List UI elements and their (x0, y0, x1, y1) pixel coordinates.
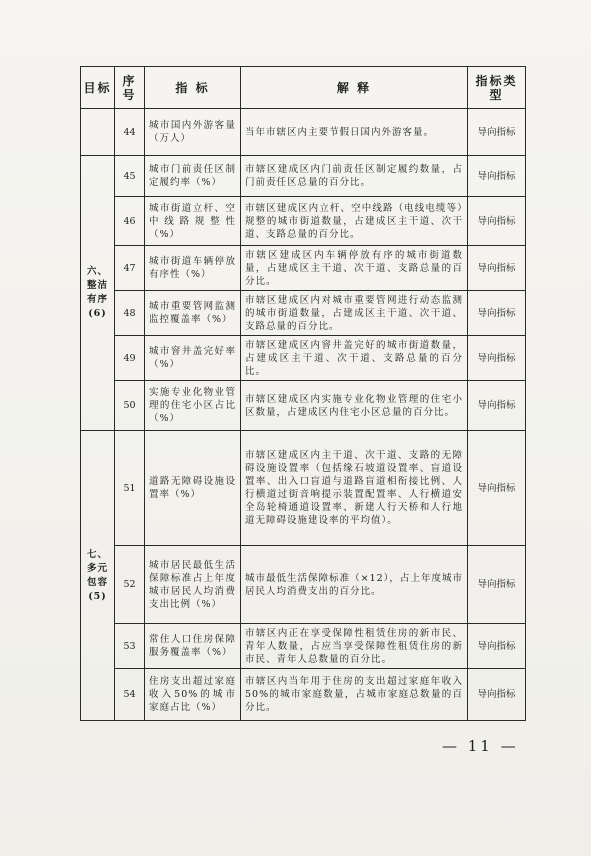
table-row (81, 624, 526, 669)
row-num: 46 (115, 197, 145, 246)
table-row (81, 431, 526, 546)
row-num: 45 (115, 156, 145, 197)
row-explanation: 城市最低生活保障标准（×12），占上年度城市居民人均消费支出的百分比。 (241, 546, 468, 624)
row-type: 导向指标 (468, 669, 526, 721)
goal-group-6: 六、整洁有序(6) (81, 156, 115, 431)
row-explanation: 当年市辖区内主要节假日国内外游客量。 (241, 109, 468, 156)
row-indicator: 城市国内外游客量（万人） (145, 109, 241, 156)
row-num: 44 (115, 109, 145, 156)
row-indicator: 城市窨井盖完好率（%） (145, 336, 241, 381)
row-explanation: 市辖区建成区内门前责任区制定履约数量，占门前责任区总量的百分比。 (241, 156, 468, 197)
table-row (81, 156, 526, 197)
row-indicator: 城市门前责任区制定履约率（%） (145, 156, 241, 197)
row-type: 导向指标 (468, 291, 526, 336)
row-indicator: 实施专业化物业管理的住宅小区占比（%） (145, 381, 241, 431)
row-indicator: 城市居民最低生活保障标准占上年度城市居民人均消费支出比例（%） (145, 546, 241, 624)
table-row (81, 197, 526, 246)
row-num: 50 (115, 381, 145, 431)
row-type: 导向指标 (468, 336, 526, 381)
row-indicator: 城市街道立杆、空中线路规整性（%） (145, 197, 241, 246)
goal-group-7: 七、多元包容(5) (81, 431, 115, 721)
row-explanation: 市辖区内正在享受保障性租赁住房的新市民、青年人数量，占应当享受保障性租赁住房的新市民、青年人总数量的百分比。 (241, 624, 468, 669)
row-explanation: 市辖区内当年用于住房的支出超过家庭年收入50%的城市家庭数量，占城市家庭总数量的百分比。 (241, 669, 468, 721)
row-indicator: 城市重要管网监测监控覆盖率（%） (145, 291, 241, 336)
row-type: 导向指标 (468, 156, 526, 197)
row-type: 导向指标 (468, 246, 526, 291)
row-indicator: 道路无障碍设施设置率（%） (145, 431, 241, 546)
table-row (81, 546, 526, 624)
row-type: 导向指标 (468, 197, 526, 246)
row-type: 导向指标 (468, 381, 526, 431)
row-num: 51 (115, 431, 145, 546)
row-explanation: 市辖区建成区内车辆停放有序的城市街道数量，占建成区主干道、次干道、支路总量的百分比。 (241, 246, 468, 291)
table-header-row (81, 67, 526, 109)
table-row (81, 336, 526, 381)
row-num: 48 (115, 291, 145, 336)
row-explanation: 市辖区建成区内对城市重要管网进行动态监测的城市街道数量，占建成区主干道、次干道、支路总量的百分比。 (241, 291, 468, 336)
row-num: 53 (115, 624, 145, 669)
table-row (81, 291, 526, 336)
row-explanation: 市辖区建成区内立杆、空中线路（电线电缆等）规整的城市街道数量，占建成区主干道、次干道、支路总量的百分比。 (241, 197, 468, 246)
row-type: 导向指标 (468, 431, 526, 546)
row-indicator: 常住人口住房保障服务覆盖率（%） (145, 624, 241, 669)
row-type: 导向指标 (468, 624, 526, 669)
row-type: 导向指标 (468, 546, 526, 624)
row-num: 54 (115, 669, 145, 721)
page-number: — 11 — (442, 737, 519, 755)
row-indicator: 城市街道车辆停放有序性（%） (145, 246, 241, 291)
row-type: 导向指标 (468, 109, 526, 156)
row-num: 47 (115, 246, 145, 291)
row-explanation: 市辖区建成区内主干道、次干道、支路的无障碍设施设置率（包括缘石坡道设置率、盲道设置率、出入口盲道与道路盲道相衔接比例、人行横道过街音响提示装置配置率、人行横道安全岛轮椅通道设置率、新建人行天桥和人行地道无障碍设施建设率的平均值）。 (241, 431, 468, 546)
goal-cell-empty (81, 109, 115, 156)
row-indicator: 住房支出超过家庭收入50%的城市家庭占比（%） (145, 669, 241, 721)
table-row (81, 669, 526, 721)
table-row (81, 246, 526, 291)
table-row (81, 109, 526, 156)
header-num: 序号 (115, 67, 145, 109)
header-explanation: 解 释 (241, 67, 468, 109)
header-indicator: 指 标 (145, 67, 241, 109)
row-explanation: 市辖区建成区内实施专业化物业管理的住宅小区数量，占建成区内住宅小区总量的百分比。 (241, 381, 468, 431)
row-explanation: 市辖区建成区内窨井盖完好的城市街道数量，占建成区主干道、次干道、支路总量的百分比。 (241, 336, 468, 381)
row-num: 52 (115, 546, 145, 624)
table-row (81, 381, 526, 431)
header-type: 指标类型 (468, 67, 526, 109)
row-num: 49 (115, 336, 145, 381)
header-goal: 目标 (81, 67, 115, 109)
indicator-table (80, 66, 526, 721)
